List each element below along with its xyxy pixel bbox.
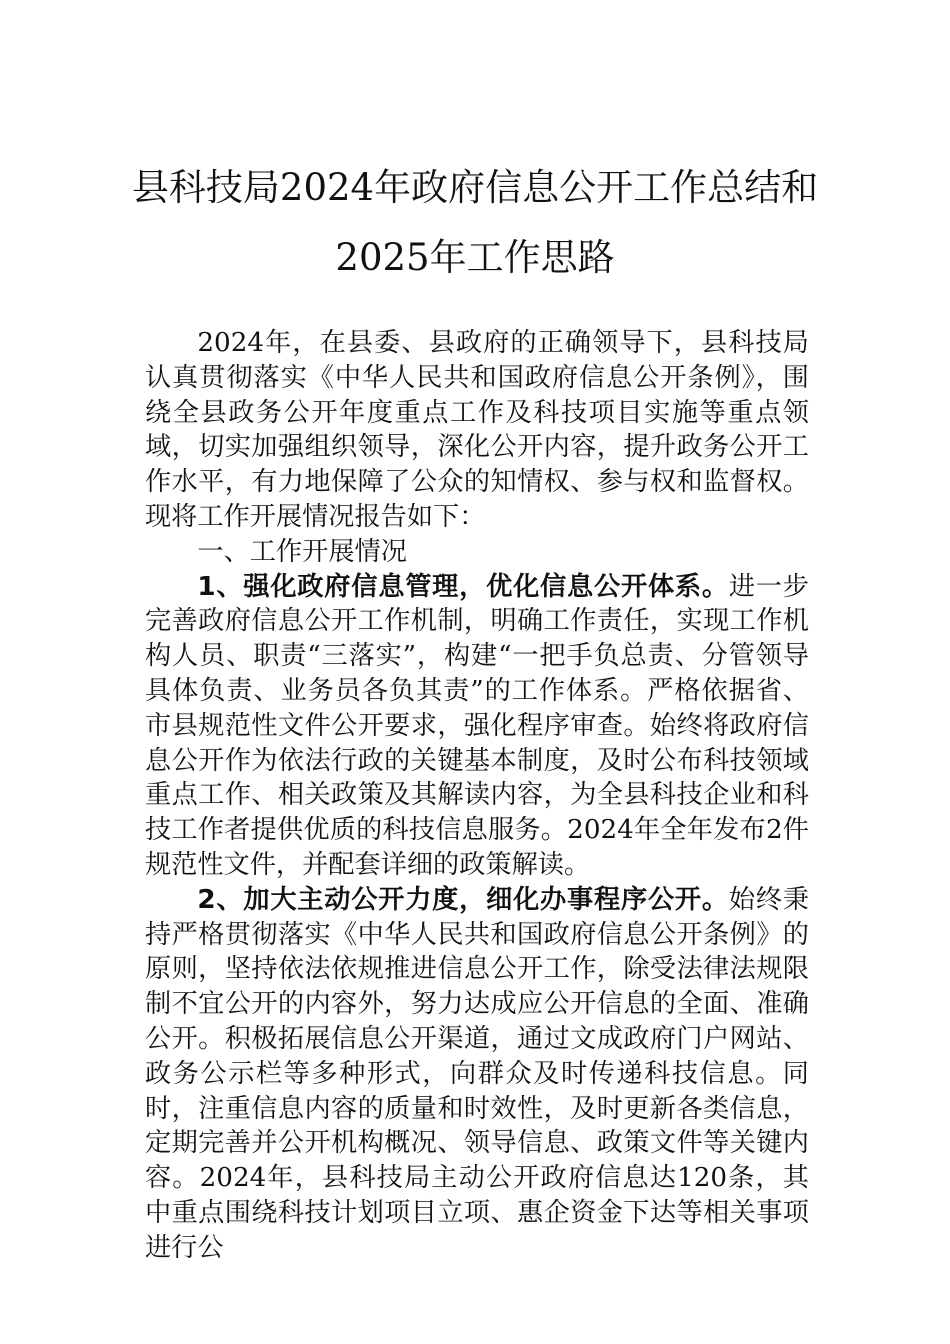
document-body xyxy=(145,326,809,1266)
section-heading-work-status xyxy=(145,535,809,570)
item-2-heading: 2、加大主动公开力度，细化办事程序公开。 xyxy=(197,884,729,915)
item-1-text: 进一步完善政府信息公开工作机制，明确工作责任，实现工作机构人员、职责“三落实”，构建“一把手负总责、分管领导具体负责、业务员各负其责”的工作体系。严格依据省、市县规范性文件公开要求，强化程序审查。始终将政府信息公开作为依法行政的关键基本制度，及时公布科技领域重点工作、相关政策及其解读内容，为全县科技企业和科技工作者提供优质的科技信息服务。2024年全年发布2件规范性文件，并配套详细的政策解读。 xyxy=(145,571,809,880)
item-2-text: 始终秉持严格贯彻落实《中华人民共和国政府信息公开条例》的原则，坚持依法依规推进信息公开工作，除受法律法规限制不宜公开的内容外，努力达成应公开信息的全面、准确公开。积极拓展信息公开渠道，通过文成政府门户网站、政务公示栏等多种形式，向群众及时传递科技信息。同时，注重信息内容的质量和时效性，及时更新各类信息，定期完善并公开机构概况、领导信息、政策文件等关键内容。2024年，县科技局主动公开政府信息达120条，其中重点围绕科技计划项目立项、惠企资金下达等相关事项进行公 xyxy=(145,884,809,1263)
paragraph-intro xyxy=(145,326,809,535)
paragraph-item-1 xyxy=(145,570,809,883)
section-heading-text: 一、工作开展情况 xyxy=(197,536,407,567)
item-1-heading: 1、强化政府信息管理，优化信息公开体系。 xyxy=(197,571,729,602)
paragraph-intro-text: 2024年，在县委、县政府的正确领导下，县科技局认真贯彻落实《中华人民共和国政府信息公开条例》，围绕全县政务公开年度重点工作及科技项目实施等重点领域，切实加强组织领导，深化公开内容，提升政务公开工作水平，有力地保障了公众的知情权、参与权和监督权。现将工作开展情况报告如下： xyxy=(145,328,809,532)
paragraph-item-2 xyxy=(145,883,809,1266)
document-title-line-2: 2025年工作思路 xyxy=(335,236,615,279)
document-title-line-1: 县科技局2024年政府信息公开工作总结和 xyxy=(131,166,819,209)
